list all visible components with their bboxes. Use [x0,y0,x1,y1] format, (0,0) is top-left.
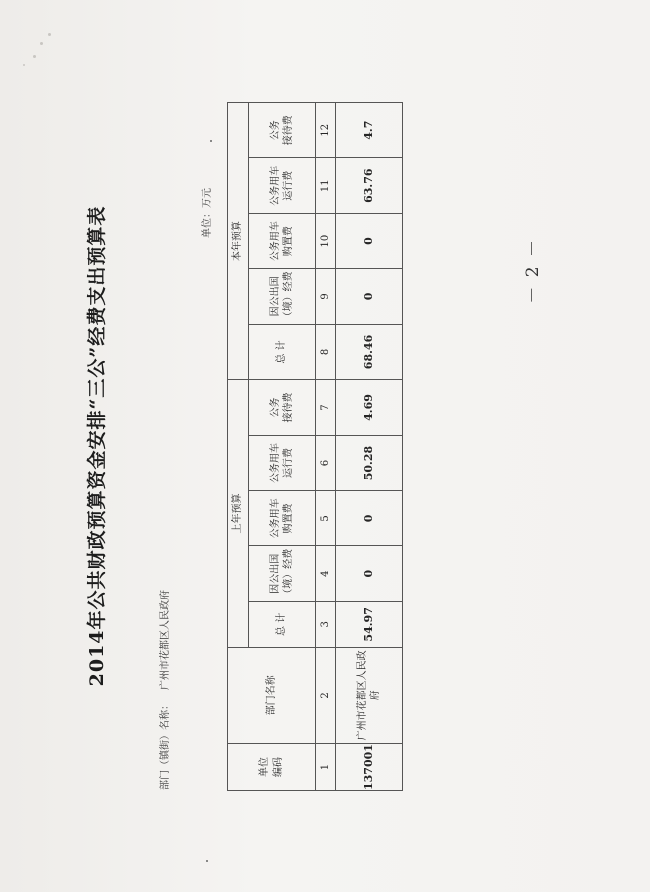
index-cell: 5 [316,491,336,546]
cell-dept-name: 广州市花都区人民政府 [336,647,403,743]
cell-this-reception: 4.7 [336,103,403,158]
index-cell: 11 [316,158,336,214]
table-row [336,103,403,791]
cell-last-abroad: 0 [336,546,403,602]
index-cell: 4 [316,546,336,602]
budget-table [227,102,403,791]
cell-code: 137001 [336,744,403,791]
index-cell: 2 [316,647,336,743]
index-cell: 7 [316,380,336,435]
cell-last-reception: 4.69 [336,380,403,435]
header-unit-code: 单位 编码 [228,744,316,791]
header-last-year-budget: 上年预算 [228,380,249,647]
unit-label: 单位：万元 [202,188,213,238]
cell-this-total: 68.46 [336,324,403,380]
cell-this-car-purchase: 0 [336,213,403,268]
header-this-total: 总 计 [249,324,316,380]
header-this-reception: 公务 接待费 [249,103,316,158]
page-number: － 2 － [523,238,543,304]
document-title: 2014年公共财政预算资金安排“三公”经费支出预算表 [86,205,108,687]
department-value: 广州市花都区人民政府 [160,590,171,690]
header-this-year-budget: 本年预算 [228,103,249,380]
index-cell: 8 [316,324,336,380]
header-last-total: 总 计 [249,601,316,647]
index-cell: 12 [316,103,336,158]
cell-this-abroad: 0 [336,269,403,325]
header-last-reception: 公务 接待费 [249,380,316,435]
department-label: 部门（镇街）名称： [160,700,171,790]
header-row-groups [228,103,249,791]
header-this-car-purchase: 公务用车 购置费 [249,213,316,268]
index-cell: 3 [316,601,336,647]
index-cell: 1 [316,744,336,791]
index-cell: 9 [316,269,336,325]
index-cell: 10 [316,213,336,268]
cell-last-car-purchase: 0 [336,491,403,546]
cell-last-total: 54.97 [336,601,403,647]
header-last-car-operation: 公务用车 运行费 [249,435,316,491]
index-row [316,103,336,791]
index-cell: 6 [316,435,336,491]
header-this-car-operation: 公务用车 运行费 [249,158,316,214]
header-last-car-purchase: 公务用车 购置费 [249,491,316,546]
cell-last-car-operation: 50.28 [336,435,403,491]
cell-this-car-operation: 63.76 [336,158,403,214]
header-this-abroad: 因公出国 （境）经费 [249,269,316,325]
header-dept-name: 部门名称 [228,647,316,743]
header-last-abroad: 因公出国 （境）经费 [249,546,316,602]
department-line [156,590,171,790]
